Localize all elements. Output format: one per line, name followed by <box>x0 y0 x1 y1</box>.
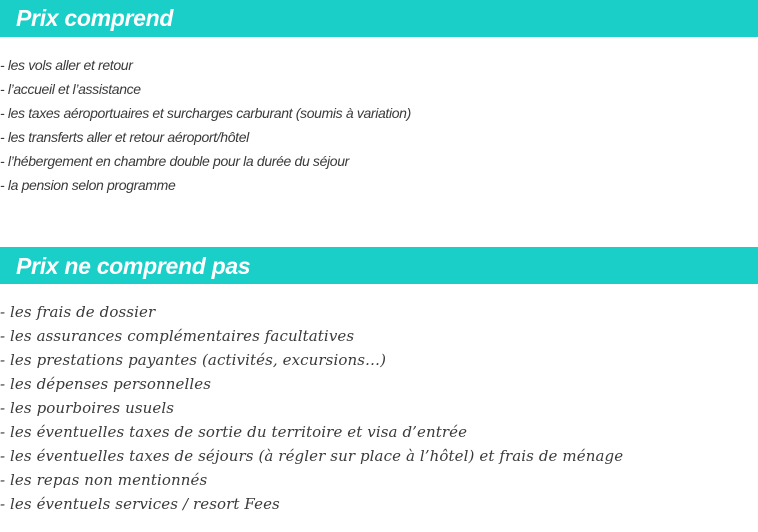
list-item: - les repas non mentionnés <box>0 471 208 489</box>
list-item: - l’accueil et l’assistance <box>0 81 141 97</box>
list-item: - les assurances complémentaires facultatives <box>0 327 355 345</box>
list-item: - les prestations payantes (activités, excursions…) <box>0 351 387 369</box>
list-item: - les éventuelles taxes de séjours (à régler sur place à l’hôtel) et frais de ménage <box>0 447 624 465</box>
list-item: - les taxes aéroportuaires et surcharges carburant (soumis à variation) <box>0 105 411 121</box>
price-excludes-list <box>0 300 623 516</box>
list-item: - les éventuels services / resort Fees <box>0 495 280 513</box>
list-item: - les transferts aller et retour aéroport/hôtel <box>0 129 249 145</box>
list-item: - l’hébergement en chambre double pour la durée du séjour <box>0 153 349 169</box>
list-item: - les pourboires usuels <box>0 399 175 417</box>
price-excludes-heading: Prix ne comprend pas <box>0 247 758 284</box>
price-includes-heading: Prix comprend <box>0 0 758 37</box>
list-item: - les frais de dossier <box>0 303 156 321</box>
list-item: - les dépenses personnelles <box>0 375 212 393</box>
list-item: - les vols aller et retour <box>0 57 133 73</box>
price-includes-list <box>0 53 411 197</box>
list-item: - les éventuelles taxes de sortie du territoire et visa d’entrée <box>0 423 468 441</box>
list-item: - la pension selon programme <box>0 177 176 193</box>
